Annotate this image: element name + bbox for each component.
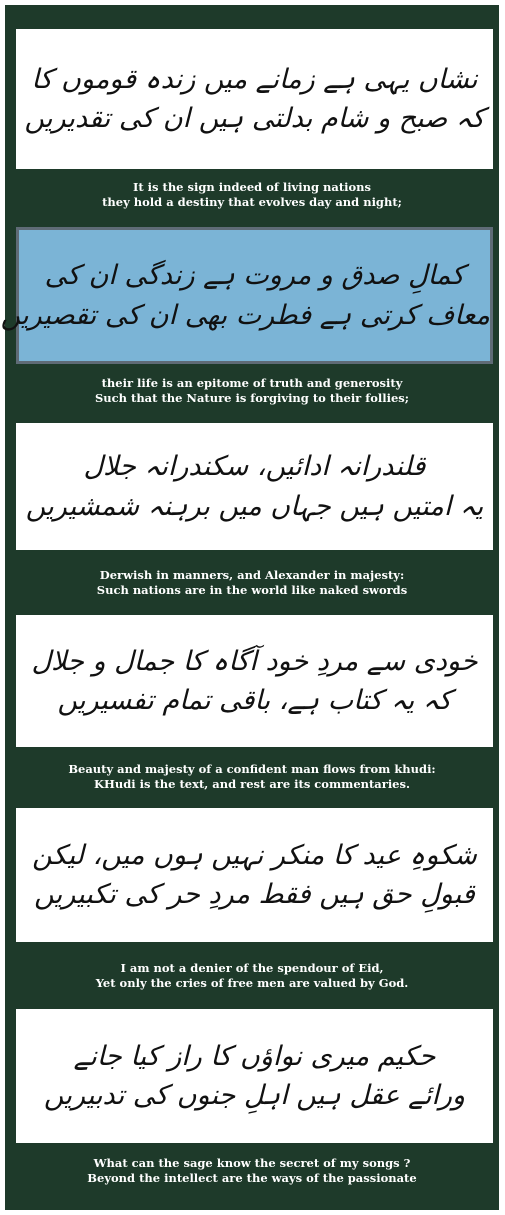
translation-5 [5,961,499,991]
translation-2 [5,376,499,406]
translation-line: Beyond the intellect are the ways of the passionate [87,1171,417,1185]
translation-line: they hold a destiny that evolves day and night; [102,195,402,209]
translation-line: Beauty and majesty of a confident man flows from khudi: [68,762,436,776]
translation-1 [5,180,499,210]
urdu-line: کہ صبح و شام بدلتی ہیں ان کی تقدیریں [24,103,485,134]
translation-line: It is the sign indeed of living nations [132,180,372,194]
urdu-line: ورائے عقل ہیں اہلِ جنوں کی تدبیریں [43,1080,466,1111]
urdu-line: خودی سے مردِ خود آگاہ کا جمال و جلال [31,645,478,677]
urdu-line: نشاں یہی ہے زمانے میں زندہ قوموں کا [31,63,478,95]
translation-line: Yet only the cries of free men are valued by God. [95,976,409,990]
urdu-panel-2-highlighted [0,227,493,364]
urdu-line: کہ یہ کتاب ہے، باقی تمام تفسیریں [57,685,452,716]
translation-line: Such nations are in the world like naked swords [96,583,408,597]
urdu-line: قلندرانہ ادائیں، سکندرانہ جلال [83,451,426,483]
translation-line: What can the sage know the secret of my songs ? [93,1156,411,1170]
urdu-line: حکیم میری نواؤں کا راز کیا جانے [73,1040,436,1072]
urdu-line: یہ امتیں ہیں جہاں میں برہنہ شمشیریں [25,490,484,522]
urdu-line: کمالِ صدق و مروت ہے زندگی ان کی [44,260,465,292]
translation-line: Derwish in manners, and Alexander in majesty: [99,568,405,582]
translation-6 [5,1156,499,1186]
translation-3 [5,568,499,598]
poem-frame [0,5,499,1210]
translation-line: KHudi is the text, and rest are its commentaries. [94,777,410,791]
urdu-panel-6 [16,1009,493,1143]
urdu-panel-4 [16,615,493,747]
translation-line: their life is an epitome of truth and generosity [101,376,403,390]
urdu-line: معاف کرتی ہے فطرت بھی ان کی تقصیریں [0,299,490,331]
translation-line: I am not a denier of the spendour of Eid, [120,961,384,975]
translation-4 [5,762,499,792]
urdu-line: شکوہِ عید کا منکر نہیں ہوں میں، لیکن [32,839,477,871]
urdu-panel-1 [16,29,493,169]
translation-line: Such that the Nature is forgiving to their follies; [94,391,410,405]
urdu-line: قبولِ حق ہیں فقط مردِ حر کی تکبیریں [34,879,475,910]
urdu-panel-5 [16,808,493,942]
urdu-panel-3 [16,423,493,550]
